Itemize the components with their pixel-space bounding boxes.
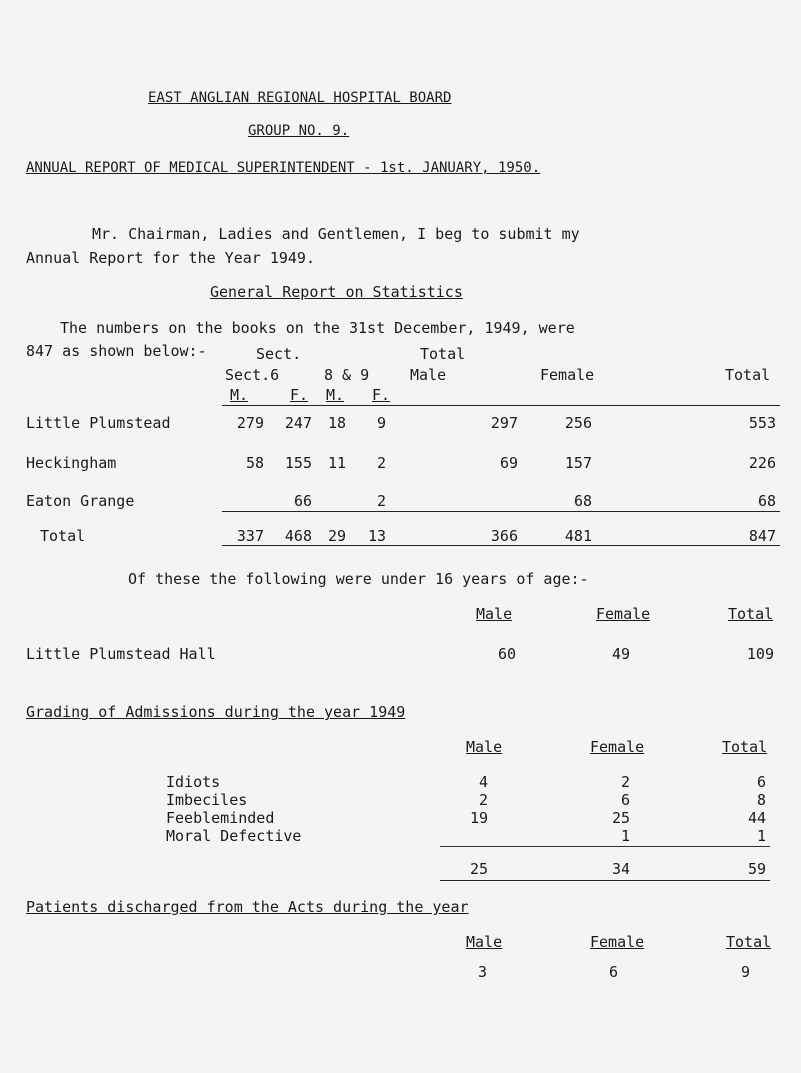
grading-total-total: 59: [747, 860, 766, 878]
grading-row-name: Imbeciles: [166, 791, 248, 809]
header-female: Female: [540, 366, 595, 384]
header-total: Total: [725, 366, 771, 384]
board-title: EAST ANGLIAN REGIONAL HOSPITAL BOARD: [148, 90, 452, 106]
header-m2: M.: [326, 386, 345, 404]
intro-line-1: Mr. Chairman, Ladies and Gentlemen, I beg to submit my: [92, 225, 580, 243]
cell-male: 366: [490, 527, 518, 545]
discharged-header-total: Total: [726, 933, 772, 951]
under16-header-total: Total: [728, 605, 774, 623]
grading-total: 6: [756, 773, 766, 791]
cell-f89: 13: [367, 527, 386, 545]
discharged-header-female: Female: [590, 933, 645, 951]
cell-female: 256: [564, 414, 592, 432]
discharged-total: 9: [741, 963, 751, 981]
grading-row-name: Idiots: [166, 773, 221, 791]
header-sect89-a: Sect.: [256, 345, 302, 363]
grading-female: 6: [620, 791, 630, 809]
header-sect6: Sect.6: [225, 366, 280, 384]
cell-total: 68: [757, 492, 776, 510]
general-text-1: The numbers on the books on the 31st December, 1949, were: [60, 319, 575, 337]
cell-f6: 468: [284, 527, 312, 545]
grading-male: 2: [478, 791, 488, 809]
grading-row-name: Moral Defective: [166, 827, 302, 845]
cell-m89: 29: [327, 527, 346, 545]
cell-female: 68: [573, 492, 592, 510]
row-name-eaton-grange: Eaton Grange: [26, 492, 135, 510]
table1-sum-rule: [222, 511, 780, 512]
cell-f6: 247: [284, 414, 312, 432]
under16-total: 109: [746, 645, 774, 663]
intro-line-2: Annual Report for the Year 1949.: [26, 249, 315, 267]
cell-m6: 337: [236, 527, 264, 545]
cell-f89: 2: [376, 454, 386, 472]
row-name-heckingham: Heckingham: [26, 454, 117, 472]
grading-female: 25: [611, 809, 630, 827]
grading-total: 44: [747, 809, 766, 827]
table1-header-rule: [222, 405, 780, 406]
grading-total-rule: [440, 880, 770, 881]
cell-m89: 18: [327, 414, 346, 432]
report-title: ANNUAL REPORT OF MEDICAL SUPERINTENDENT - 1st. JANUARY, 1950.: [26, 160, 541, 176]
grading-male: 19: [469, 809, 488, 827]
header-m1: M.: [230, 386, 249, 404]
discharged-male: 3: [478, 963, 488, 981]
grading-row-name: Feebleminded: [166, 809, 275, 827]
under16-header-female: Female: [596, 605, 651, 623]
cell-female: 157: [564, 454, 592, 472]
grading-total: 1: [756, 827, 766, 845]
cell-male: 297: [490, 414, 518, 432]
header-f1: F.: [290, 386, 309, 404]
group-number: GROUP NO. 9.: [248, 123, 350, 139]
cell-total: 847: [748, 527, 776, 545]
general-text-2: 847 as shown below:-: [26, 342, 207, 360]
grading-male: 4: [478, 773, 488, 791]
header-total-group: Total: [420, 345, 466, 363]
under16-row-name: Little Plumstead Hall: [26, 645, 216, 663]
grading-header-female: Female: [590, 738, 645, 756]
under16-male: 60: [497, 645, 516, 663]
cell-m6: 279: [236, 414, 264, 432]
cell-total: 553: [748, 414, 776, 432]
under16-header-male: Male: [476, 605, 513, 623]
cell-f6: 66: [293, 492, 312, 510]
table1-total-rule: [222, 545, 780, 546]
grading-total-female: 34: [611, 860, 630, 878]
grading-female: 1: [620, 827, 630, 845]
row-name-total: Total: [40, 527, 86, 545]
discharged-header-male: Male: [466, 933, 503, 951]
grading-header-male: Male: [466, 738, 503, 756]
grading-header-total: Total: [722, 738, 768, 756]
under16-intro: Of these the following were under 16 years of age:-: [128, 570, 589, 588]
header-f2: F.: [372, 386, 391, 404]
header-male: Male: [410, 366, 447, 384]
cell-f89: 9: [376, 414, 386, 432]
cell-female: 481: [564, 527, 592, 545]
grading-total: 8: [756, 791, 766, 809]
cell-f89: 2: [376, 492, 386, 510]
cell-m6: 58: [245, 454, 264, 472]
section-heading-discharged: Patients discharged from the Acts during the year: [26, 898, 469, 916]
under16-female: 49: [611, 645, 630, 663]
grading-sum-rule: [440, 846, 770, 847]
cell-m89: 11: [327, 454, 346, 472]
discharged-female: 6: [609, 963, 619, 981]
row-name-little-plumstead: Little Plumstead: [26, 414, 171, 432]
cell-male: 69: [499, 454, 518, 472]
section-heading-grading: Grading of Admissions during the year 1949: [26, 703, 406, 721]
grading-female: 2: [620, 773, 630, 791]
cell-total: 226: [748, 454, 776, 472]
grading-total-male: 25: [469, 860, 488, 878]
section-heading-general: General Report on Statistics: [210, 283, 463, 301]
header-sect89-b: 8 & 9: [324, 366, 370, 384]
cell-f6: 155: [284, 454, 312, 472]
